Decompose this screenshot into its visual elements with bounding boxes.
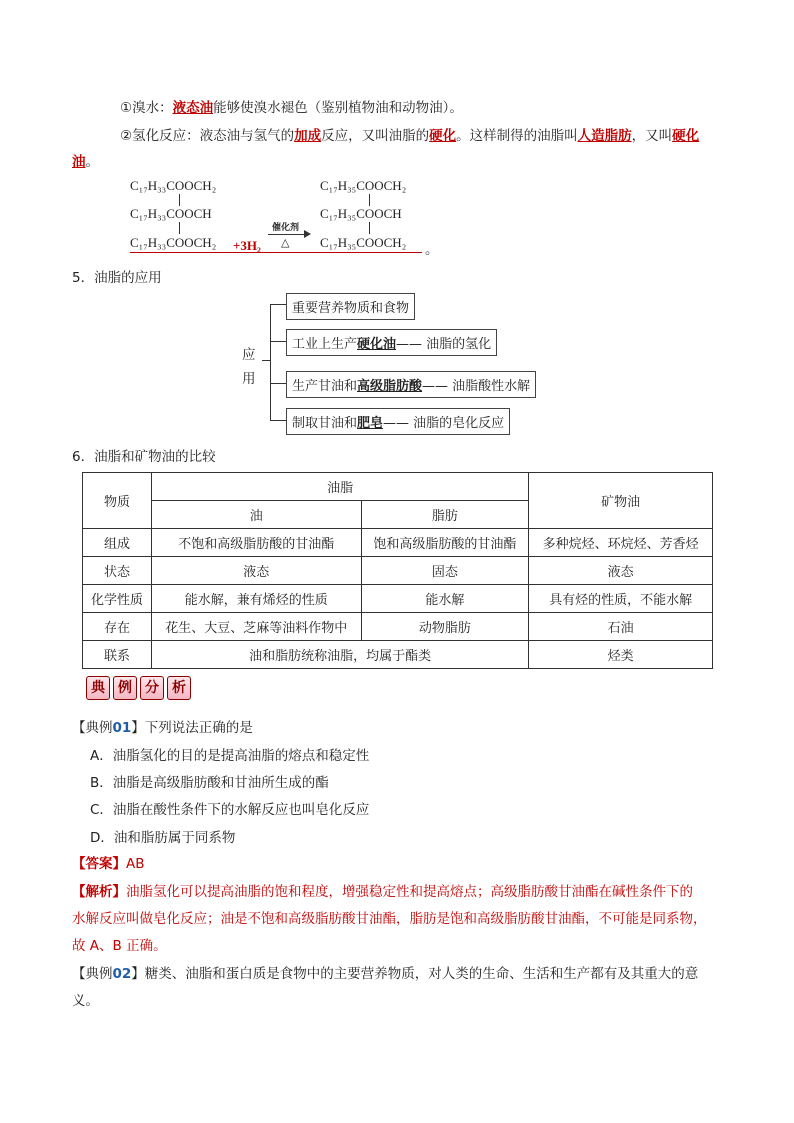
table-cell: 固态 [361,557,529,585]
bracket-tick [270,341,286,342]
header-char: 析 [167,676,191,700]
question-text: 糖类、油脂和蛋白质是食物中的主要营养物质，对人类的生命、生活和生产都有及其重大的意 [144,966,699,982]
table-row [83,585,713,613]
blank-answer: 硬化 [429,128,457,144]
example-tag: 【典例 [72,720,113,736]
application-box [286,293,415,320]
header-char: 例 [113,676,137,700]
keyword: 肥皂 [357,416,384,431]
application-label: 应 [242,347,256,363]
table-cell: 油和脂肪统称油脂，均属于酯类 [151,641,528,669]
option-c: C．油脂在酸性条件下的水解反应也叫皂化反应 [90,802,370,818]
example-number: 02 [112,966,132,982]
text: ②氢化反应：液态油与氢气的 [120,128,295,144]
analysis-label: 【解析】 [72,884,126,900]
row-label: 组成 [83,529,152,557]
option-a: A．油脂氢化的目的是提高油脂的熔点和稳定性 [90,748,370,764]
bracket-tick [270,383,286,384]
table-cell: 液态 [151,557,361,585]
text: 能够使溴水褪色（鉴别植物油和动物油）。 [213,100,463,116]
example-tag: 【典例 [72,966,113,982]
hydrogen-term: +3H₂ [233,238,261,253]
header-cell: 油 [151,501,361,529]
answer-label: 【答案】 [72,856,126,872]
bond-line [179,194,180,206]
table-cell: 石油 [529,613,713,641]
bond-line [369,194,370,206]
keyword: 硬化油 [357,337,397,352]
comparison-table [82,472,713,669]
example-tag: 】 [131,720,145,736]
answer-line [72,852,145,872]
bond-line [369,222,370,234]
reaction-arrow-shaft [268,234,308,235]
row-label: 存在 [83,613,152,641]
period: 。 [425,242,439,258]
text: —— 油脂的氢化 [396,337,492,352]
heat-symbol: △ [281,236,290,249]
text: 。 [85,154,99,170]
bracket-tick [270,420,286,421]
bond-line [179,222,180,234]
table-row [83,613,713,641]
text: 反应，又叫油脂的 [321,128,430,144]
blank-answer: 硬化 [672,128,700,144]
red-underline [130,252,422,253]
header-char: 典 [86,676,110,700]
table-row [83,641,713,669]
application-label: 用 [242,371,256,387]
table-cell: 花生、大豆、芝麻等油料作物中 [151,613,361,641]
analysis-line-3: 故 A、B 正确。 [72,938,167,954]
bracket-stem [262,360,270,361]
text: ，又叫 [631,128,673,144]
blank-answer: 加成 [294,128,322,144]
text: 重要营养物质和食物 [292,301,410,316]
table-cell: 具有烃的性质，不能水解 [529,585,713,613]
table-row [83,529,713,557]
example-tag: 】 [131,966,145,982]
text: —— 油脂酸性水解 [422,379,531,394]
section-title: 6．油脂和矿物油的比较 [72,449,216,465]
table-cell: 液态 [529,557,713,585]
row-label: 联系 [83,641,152,669]
application-box [286,371,536,398]
text: 生产甘油和 [292,379,358,394]
header-cell: 脂肪 [361,501,529,529]
text: —— 油脂的皂化反应 [383,416,505,431]
bromine-water-line [120,96,463,116]
keyword: 高级脂肪酸 [357,379,423,394]
reactant-line-1: C₁₇H₃₃COOCH₂ [130,178,217,193]
row-label: 状态 [83,557,152,585]
catalyst-label: 催化剂 [272,223,300,233]
table-cell: 饱和高级脂肪酸的甘油酯 [361,529,529,557]
application-box [286,408,510,435]
text: 工业上生产 [292,337,358,352]
table-cell: 不饱和高级脂肪酸的甘油酯 [151,529,361,557]
option-b: B．油脂是高级脂肪酸和甘油所生成的酯 [90,775,329,791]
analysis-line-1 [72,880,693,900]
reactant-line-2: C₁₇H₃₃COOCH [130,206,212,221]
examples-header [86,676,194,700]
answer-value: AB [126,856,145,872]
section-title: 5．油脂的应用 [72,270,162,286]
bracket-line [270,304,271,421]
question-text-cont: 义。 [72,993,99,1009]
question-text: 下列说法正确的是 [144,720,253,736]
table-cell: 能水解，兼有烯烃的性质 [151,585,361,613]
analysis-line-2: 水解反应叫做皂化反应；油是不饱和高级脂肪酸甘油酯，脂肪是饱和高级脂肪酸甘油酯，不可能是同系物， [72,911,707,927]
table-cell: 动物脂肪 [361,613,529,641]
product-line-1: C₁₇H₃₅COOCH₂ [320,178,407,193]
blank-answer: 油 [72,154,86,170]
example-2-stem [72,962,698,982]
reactant-line-3: C₁₇H₃₃COOCH₂ [130,235,217,250]
text: ①溴水： [120,100,173,116]
product-line-2: C₁₇H₃₅COOCH [320,206,402,221]
example-1-stem [72,716,253,736]
bracket-tick [270,304,286,305]
arrow-head-icon [304,230,311,238]
option-d: D．油和脂肪属于同系物 [90,830,236,846]
header-cell: 油脂 [151,473,528,501]
product-line-3: C₁₇H₃₅COOCH₂ [320,235,407,250]
blank-answer: 液态油 [172,100,214,116]
analysis-text: 油脂氢化可以提高油脂的饱和程度，增强稳定性和提高熔点；高级脂肪酸甘油酯在碱性条件下的 [126,884,693,900]
row-label: 化学性质 [83,585,152,613]
text: 。这样制得的油脂叫 [456,128,578,144]
hydrogenation-line [120,124,699,144]
table-cell: 多种烷烃、环烷烃、芳香烃 [529,529,713,557]
header-cell: 矿物油 [529,473,713,529]
header-char: 分 [140,676,164,700]
table-cell: 烃类 [529,641,713,669]
table-row [83,557,713,585]
text: 制取甘油和 [292,416,358,431]
table-cell: 能水解 [361,585,529,613]
table-header-row [83,473,713,501]
application-box [286,329,497,356]
blank-answer: 人造脂肪 [577,128,632,144]
hydrogenation-line-cont [72,150,99,170]
example-number: 01 [112,720,132,736]
header-cell: 物质 [83,473,152,529]
